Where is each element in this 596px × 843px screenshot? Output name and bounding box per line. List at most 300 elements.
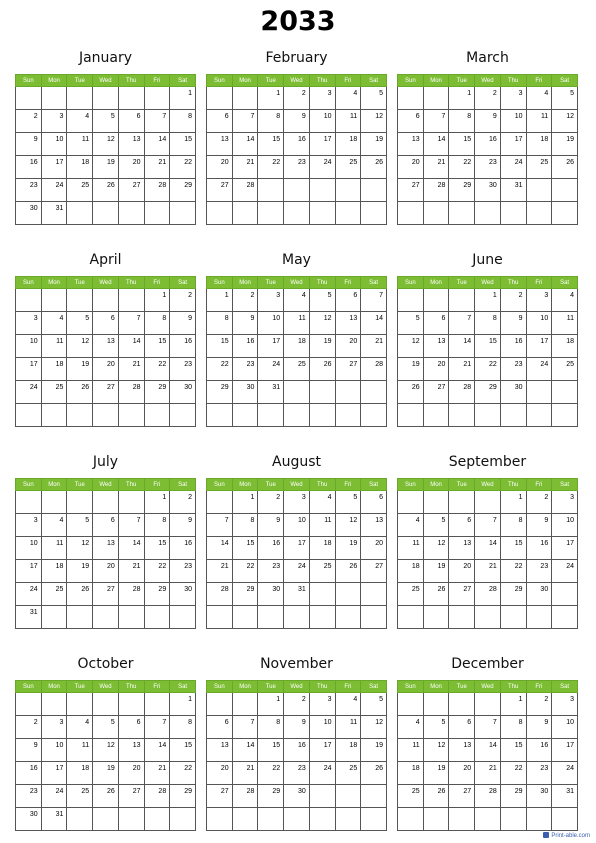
day-number: 26 bbox=[437, 788, 446, 795]
week-row bbox=[207, 289, 387, 312]
day-number: 13 bbox=[349, 315, 358, 322]
week-row bbox=[16, 335, 196, 358]
day-number: 27 bbox=[349, 361, 358, 368]
day-number: 8 bbox=[250, 517, 255, 524]
day-cell bbox=[335, 514, 361, 537]
day-cell bbox=[67, 808, 93, 831]
day-cell bbox=[41, 404, 67, 427]
day-number: 19 bbox=[375, 742, 383, 749]
day-number: 4 bbox=[301, 292, 306, 299]
day-number: 5 bbox=[85, 315, 90, 322]
day-cell bbox=[449, 491, 475, 514]
day-number: 29 bbox=[514, 788, 523, 795]
day-number: 11 bbox=[566, 315, 574, 322]
day-number: 21 bbox=[463, 361, 472, 368]
day-cell bbox=[398, 335, 424, 358]
day-cell bbox=[449, 133, 475, 156]
day-cell bbox=[284, 560, 310, 583]
day-cell bbox=[475, 335, 501, 358]
day-cell bbox=[41, 179, 67, 202]
day-number: 8 bbox=[162, 315, 167, 322]
day-number: 1 bbox=[250, 494, 255, 501]
day-number: 24 bbox=[323, 765, 332, 772]
day-number: 21 bbox=[132, 563, 141, 570]
day-number: 6 bbox=[110, 315, 115, 322]
day-number: 24 bbox=[272, 361, 281, 368]
day-number: 18 bbox=[55, 563, 64, 570]
day-cell bbox=[144, 606, 170, 629]
day-number: 23 bbox=[514, 361, 523, 368]
day-cell bbox=[526, 716, 552, 739]
weekday-header: Thu bbox=[118, 75, 144, 87]
day-cell bbox=[207, 491, 233, 514]
day-cell bbox=[258, 156, 284, 179]
day-cell bbox=[335, 537, 361, 560]
day-cell bbox=[335, 133, 361, 156]
day-cell bbox=[232, 560, 258, 583]
day-number: 11 bbox=[81, 136, 90, 143]
weekday-header-row bbox=[398, 75, 578, 87]
day-cell bbox=[361, 785, 387, 808]
day-number: 10 bbox=[540, 315, 549, 322]
weekday-header: Mon bbox=[423, 277, 449, 289]
day-number: 17 bbox=[29, 361, 38, 368]
day-cell bbox=[258, 312, 284, 335]
logo-text: Print-able.com bbox=[551, 833, 590, 839]
week-row bbox=[16, 716, 196, 739]
day-number: 20 bbox=[132, 159, 141, 166]
day-cell bbox=[309, 514, 335, 537]
day-cell bbox=[144, 404, 170, 427]
day-cell bbox=[500, 133, 526, 156]
day-cell bbox=[361, 716, 387, 739]
day-number: 8 bbox=[188, 113, 192, 120]
day-number: 9 bbox=[492, 113, 497, 120]
day-number: 19 bbox=[375, 136, 383, 143]
day-cell bbox=[207, 583, 233, 606]
day-number: 11 bbox=[412, 742, 420, 749]
day-number: 30 bbox=[184, 586, 192, 593]
day-number: 15 bbox=[272, 136, 281, 143]
day-number: 21 bbox=[132, 361, 141, 368]
day-cell bbox=[207, 716, 233, 739]
day-cell bbox=[284, 537, 310, 560]
day-cell bbox=[398, 739, 424, 762]
day-number: 6 bbox=[467, 719, 472, 726]
day-cell bbox=[170, 110, 196, 133]
day-cell bbox=[309, 289, 335, 312]
week-row bbox=[398, 87, 578, 110]
day-cell bbox=[526, 739, 552, 762]
day-number: 9 bbox=[33, 136, 38, 143]
day-number: 4 bbox=[85, 719, 90, 726]
day-cell bbox=[207, 156, 233, 179]
day-number: 6 bbox=[415, 113, 420, 120]
day-cell bbox=[526, 289, 552, 312]
day-cell bbox=[398, 808, 424, 831]
day-cell bbox=[16, 404, 42, 427]
day-cell bbox=[207, 202, 233, 225]
day-cell bbox=[16, 156, 42, 179]
day-cell bbox=[449, 312, 475, 335]
day-cell bbox=[500, 537, 526, 560]
day-number: 27 bbox=[107, 586, 115, 593]
day-number: 23 bbox=[540, 765, 549, 772]
day-cell bbox=[93, 716, 119, 739]
day-cell bbox=[207, 606, 233, 629]
day-cell bbox=[67, 404, 93, 427]
day-cell bbox=[41, 133, 67, 156]
week-row bbox=[207, 404, 387, 427]
day-cell bbox=[526, 560, 552, 583]
month-august bbox=[206, 452, 387, 629]
day-cell bbox=[207, 404, 233, 427]
day-cell bbox=[335, 606, 361, 629]
weekday-header-row bbox=[16, 277, 196, 289]
week-row bbox=[16, 358, 196, 381]
day-cell bbox=[258, 716, 284, 739]
day-cell bbox=[398, 560, 424, 583]
week-row bbox=[207, 785, 387, 808]
week-row bbox=[207, 87, 387, 110]
day-cell bbox=[361, 312, 387, 335]
day-cell bbox=[170, 739, 196, 762]
weekday-header-row bbox=[398, 681, 578, 693]
day-cell bbox=[526, 381, 552, 404]
day-cell bbox=[118, 179, 144, 202]
day-cell bbox=[526, 87, 552, 110]
day-cell bbox=[118, 404, 144, 427]
day-number: 31 bbox=[55, 205, 64, 212]
month-table bbox=[397, 276, 578, 427]
day-number: 10 bbox=[566, 719, 574, 726]
day-cell bbox=[309, 312, 335, 335]
day-number: 15 bbox=[158, 338, 167, 345]
day-cell bbox=[207, 560, 233, 583]
day-cell bbox=[500, 179, 526, 202]
day-cell bbox=[67, 202, 93, 225]
day-cell bbox=[423, 693, 449, 716]
day-cell bbox=[93, 785, 119, 808]
day-cell bbox=[67, 358, 93, 381]
weekday-header: Thu bbox=[500, 681, 526, 693]
day-cell bbox=[309, 606, 335, 629]
day-cell bbox=[258, 491, 284, 514]
day-cell bbox=[361, 537, 387, 560]
day-cell bbox=[118, 514, 144, 537]
day-number: 6 bbox=[110, 517, 115, 524]
day-cell bbox=[552, 537, 578, 560]
day-cell bbox=[170, 606, 196, 629]
day-number: 30 bbox=[246, 384, 255, 391]
day-cell bbox=[398, 358, 424, 381]
day-cell bbox=[93, 693, 119, 716]
day-number: 7 bbox=[136, 315, 141, 322]
day-number: 21 bbox=[158, 159, 167, 166]
day-number: 18 bbox=[540, 136, 549, 143]
day-cell bbox=[232, 808, 258, 831]
month-december bbox=[397, 654, 578, 831]
day-cell bbox=[41, 335, 67, 358]
day-cell bbox=[170, 693, 196, 716]
weekday-header: Sun bbox=[16, 479, 42, 491]
day-cell bbox=[526, 358, 552, 381]
day-cell bbox=[93, 381, 119, 404]
day-cell bbox=[309, 716, 335, 739]
day-cell bbox=[144, 785, 170, 808]
day-number: 12 bbox=[437, 742, 446, 749]
day-cell bbox=[170, 202, 196, 225]
day-cell bbox=[361, 133, 387, 156]
day-cell bbox=[526, 514, 552, 537]
day-cell bbox=[144, 312, 170, 335]
day-number: 13 bbox=[463, 540, 472, 547]
day-cell bbox=[423, 110, 449, 133]
month-name: January bbox=[78, 50, 133, 66]
day-number: 22 bbox=[184, 159, 192, 166]
day-number: 16 bbox=[489, 136, 497, 143]
day-cell bbox=[258, 202, 284, 225]
day-number: 12 bbox=[375, 113, 383, 120]
day-number: 16 bbox=[246, 338, 255, 345]
day-cell bbox=[526, 110, 552, 133]
day-number: 26 bbox=[375, 159, 383, 166]
day-number: 17 bbox=[514, 136, 523, 143]
day-cell bbox=[335, 491, 361, 514]
weekday-header: Fri bbox=[144, 681, 170, 693]
day-cell bbox=[449, 537, 475, 560]
day-cell bbox=[500, 335, 526, 358]
day-cell bbox=[207, 358, 233, 381]
week-row bbox=[207, 358, 387, 381]
day-number: 5 bbox=[441, 719, 446, 726]
day-number: 3 bbox=[33, 517, 38, 524]
day-number: 2 bbox=[544, 494, 549, 501]
day-number: 20 bbox=[437, 361, 446, 368]
day-number: 23 bbox=[246, 361, 255, 368]
day-cell bbox=[232, 404, 258, 427]
day-cell bbox=[309, 491, 335, 514]
day-cell bbox=[398, 179, 424, 202]
day-cell bbox=[232, 133, 258, 156]
day-cell bbox=[449, 716, 475, 739]
day-cell bbox=[284, 202, 310, 225]
weekday-header: Tue bbox=[67, 75, 93, 87]
day-number: 29 bbox=[220, 384, 229, 391]
day-cell bbox=[144, 762, 170, 785]
day-number: 1 bbox=[276, 696, 281, 703]
day-cell bbox=[16, 312, 42, 335]
day-number: 15 bbox=[514, 742, 523, 749]
day-cell bbox=[449, 514, 475, 537]
day-cell bbox=[423, 560, 449, 583]
day-cell bbox=[423, 381, 449, 404]
day-cell bbox=[284, 358, 310, 381]
day-cell bbox=[118, 289, 144, 312]
day-number: 21 bbox=[489, 765, 497, 772]
day-cell bbox=[16, 289, 42, 312]
day-cell bbox=[552, 87, 578, 110]
day-cell bbox=[284, 110, 310, 133]
day-cell bbox=[335, 358, 361, 381]
day-cell bbox=[232, 693, 258, 716]
day-cell bbox=[398, 491, 424, 514]
day-number: 8 bbox=[276, 113, 281, 120]
day-number: 13 bbox=[107, 338, 115, 345]
day-cell bbox=[67, 110, 93, 133]
day-number: 4 bbox=[544, 90, 549, 97]
day-cell bbox=[258, 583, 284, 606]
day-cell bbox=[423, 739, 449, 762]
week-row bbox=[16, 560, 196, 583]
day-cell bbox=[16, 762, 42, 785]
day-cell bbox=[361, 358, 387, 381]
month-name: December bbox=[451, 656, 524, 672]
day-number: 2 bbox=[33, 719, 38, 726]
day-cell bbox=[258, 514, 284, 537]
weekday-header: Thu bbox=[500, 277, 526, 289]
day-cell bbox=[449, 110, 475, 133]
day-cell bbox=[309, 762, 335, 785]
weekday-header: Fri bbox=[526, 479, 552, 491]
day-number: 24 bbox=[29, 384, 38, 391]
day-number: 27 bbox=[437, 384, 446, 391]
day-number: 8 bbox=[518, 719, 523, 726]
day-cell bbox=[552, 202, 578, 225]
month-table bbox=[15, 680, 196, 831]
day-number: 27 bbox=[107, 384, 115, 391]
day-cell bbox=[309, 381, 335, 404]
day-number: 26 bbox=[566, 159, 574, 166]
day-cell bbox=[335, 381, 361, 404]
week-row bbox=[207, 693, 387, 716]
day-cell bbox=[526, 808, 552, 831]
day-cell bbox=[232, 583, 258, 606]
day-number: 14 bbox=[132, 540, 141, 547]
day-number: 17 bbox=[566, 742, 574, 749]
weekday-header: Tue bbox=[258, 479, 284, 491]
day-cell bbox=[449, 289, 475, 312]
day-cell bbox=[41, 560, 67, 583]
day-cell bbox=[93, 583, 119, 606]
month-table bbox=[15, 74, 196, 225]
day-number: 25 bbox=[298, 361, 306, 368]
week-row bbox=[16, 762, 196, 785]
day-cell bbox=[500, 514, 526, 537]
day-number: 16 bbox=[514, 338, 523, 345]
week-row bbox=[207, 312, 387, 335]
day-cell bbox=[526, 335, 552, 358]
day-number: 26 bbox=[107, 182, 115, 189]
day-cell bbox=[16, 133, 42, 156]
day-cell bbox=[144, 739, 170, 762]
day-cell bbox=[67, 491, 93, 514]
day-cell bbox=[118, 87, 144, 110]
day-cell bbox=[500, 762, 526, 785]
week-row bbox=[207, 156, 387, 179]
day-number: 2 bbox=[188, 292, 192, 299]
day-cell bbox=[207, 133, 233, 156]
day-cell bbox=[361, 762, 387, 785]
day-number: 15 bbox=[272, 742, 281, 749]
day-number: 17 bbox=[566, 540, 574, 547]
weekday-header: Wed bbox=[475, 479, 501, 491]
day-number: 26 bbox=[349, 563, 358, 570]
day-number: 14 bbox=[463, 338, 472, 345]
day-cell bbox=[475, 381, 501, 404]
day-number: 28 bbox=[246, 182, 255, 189]
month-table bbox=[15, 478, 196, 629]
day-number: 3 bbox=[33, 315, 38, 322]
weekday-header: Sat bbox=[170, 277, 196, 289]
day-cell bbox=[93, 606, 119, 629]
day-cell bbox=[552, 693, 578, 716]
day-number: 1 bbox=[276, 90, 281, 97]
weekday-header: Fri bbox=[144, 479, 170, 491]
day-cell bbox=[526, 583, 552, 606]
day-number: 12 bbox=[81, 540, 90, 547]
day-cell bbox=[398, 133, 424, 156]
day-cell bbox=[93, 739, 119, 762]
day-cell bbox=[309, 693, 335, 716]
day-cell bbox=[258, 335, 284, 358]
weekday-header: Wed bbox=[93, 479, 119, 491]
month-july bbox=[15, 452, 196, 629]
day-number: 21 bbox=[246, 765, 255, 772]
day-cell bbox=[41, 312, 67, 335]
day-number: 15 bbox=[184, 742, 192, 749]
weekday-header: Sun bbox=[207, 75, 233, 87]
day-cell bbox=[16, 514, 42, 537]
day-number: 17 bbox=[323, 136, 332, 143]
logo-icon bbox=[543, 832, 549, 838]
day-number: 6 bbox=[224, 719, 229, 726]
day-cell bbox=[67, 156, 93, 179]
day-number: 4 bbox=[415, 517, 420, 524]
day-cell bbox=[170, 785, 196, 808]
day-cell bbox=[526, 133, 552, 156]
day-cell bbox=[423, 537, 449, 560]
day-cell bbox=[552, 358, 578, 381]
day-number: 27 bbox=[132, 182, 141, 189]
week-row bbox=[16, 537, 196, 560]
day-number: 3 bbox=[518, 90, 523, 97]
week-row bbox=[16, 808, 196, 831]
day-number: 7 bbox=[162, 719, 167, 726]
day-cell bbox=[41, 716, 67, 739]
weekday-header: Sat bbox=[361, 479, 387, 491]
day-cell bbox=[449, 335, 475, 358]
month-table bbox=[15, 276, 196, 427]
weekday-header: Tue bbox=[67, 479, 93, 491]
day-number: 5 bbox=[441, 517, 446, 524]
day-cell bbox=[526, 156, 552, 179]
day-cell bbox=[309, 785, 335, 808]
day-number: 12 bbox=[437, 540, 446, 547]
day-cell bbox=[475, 762, 501, 785]
day-cell bbox=[552, 133, 578, 156]
day-number: 15 bbox=[220, 338, 229, 345]
weekday-header-row bbox=[398, 277, 578, 289]
day-cell bbox=[552, 289, 578, 312]
day-cell bbox=[144, 358, 170, 381]
day-number: 23 bbox=[272, 563, 281, 570]
day-number: 10 bbox=[514, 113, 523, 120]
day-number: 16 bbox=[29, 765, 38, 772]
weekday-header: Thu bbox=[118, 681, 144, 693]
day-number: 25 bbox=[411, 586, 420, 593]
day-number: 2 bbox=[301, 90, 306, 97]
